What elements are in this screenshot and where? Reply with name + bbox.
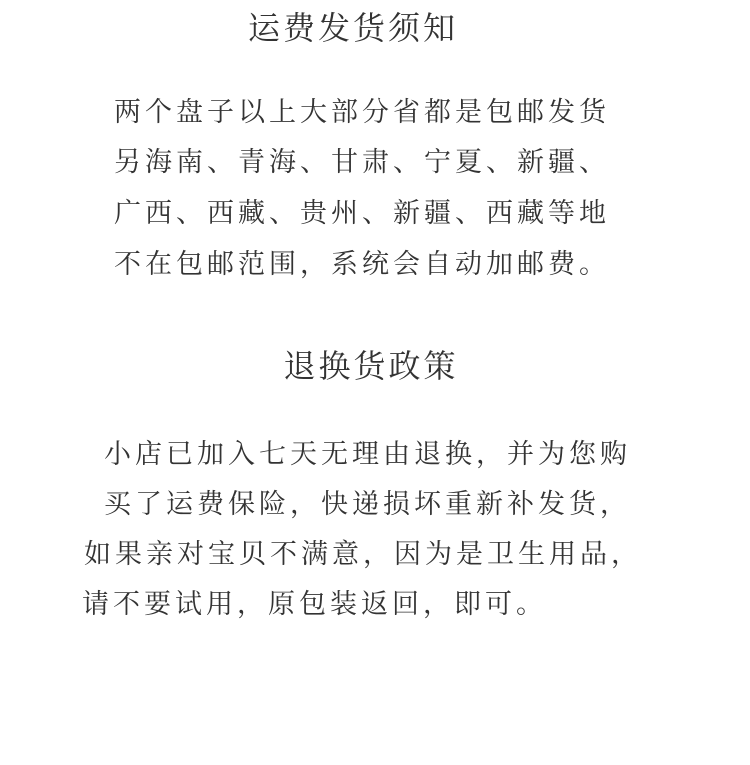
shipping-line-4: 不在包邮范围，系统会自动加邮费。 bbox=[114, 249, 610, 280]
shipping-line-1: 两个盘子以上大部分省都是包邮发货 bbox=[114, 97, 610, 128]
shipping-notice-title: 运费发货须知 bbox=[247, 9, 458, 47]
shipping-line-2: 另海南、青海、甘肃、宁夏、新疆、 bbox=[114, 147, 610, 178]
return-policy-title: 退换货政策 bbox=[283, 347, 459, 385]
returns-line-3: 如果亲对宝贝不满意，因为是卫生用品， bbox=[84, 539, 642, 570]
returns-line-1: 小店已加入七天无理由退换，并为您购 bbox=[104, 439, 631, 470]
shipping-line-3: 广西、西藏、贵州、新疆、西藏等地 bbox=[114, 198, 610, 229]
returns-line-2: 买了运费保险，快递损坏重新补发货， bbox=[104, 489, 631, 520]
returns-line-4: 请不要试用，原包装返回，即可。 bbox=[82, 589, 547, 620]
